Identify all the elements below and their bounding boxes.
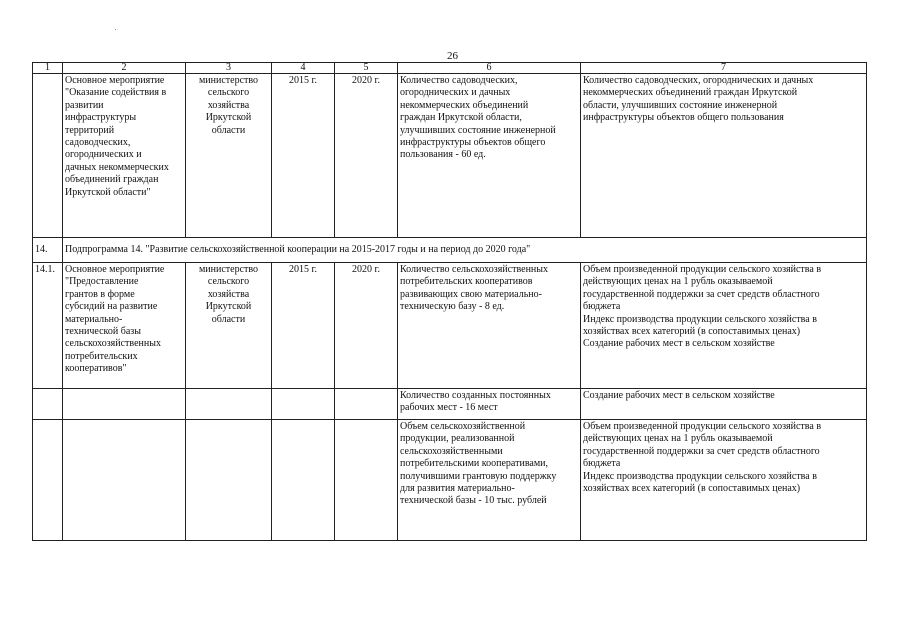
executor-cell: министерство сельского хозяйства Иркутской области (186, 263, 272, 389)
start-year-cell (272, 389, 335, 420)
executor-cell (186, 420, 272, 541)
row-number-cell (33, 74, 63, 238)
program-table (32, 62, 867, 541)
subprogram-title: Подпрограмма 14. "Развитие сельскохозяйственной кооперации на 2015-2017 годы и на период до 2020 года" (63, 238, 867, 263)
table-row (33, 420, 867, 541)
event-cell (63, 420, 186, 541)
row-number-cell (33, 389, 63, 420)
end-year-cell: 2020 г. (335, 263, 398, 389)
result-cell: Количество созданных постоянных рабочих мест - 16 мест (398, 389, 581, 420)
column-number: 6 (398, 63, 581, 74)
executor-cell: министерство сельского хозяйства Иркутской области (186, 74, 272, 238)
subprogram-number: 14. (33, 238, 63, 263)
result-cell: Количество садоводческих, огороднических и дачных некоммерческих объединений граждан Иркутской области, улучшивших состояние инженерной инфраструктуры объектов общего пользования - 60 ед. (398, 74, 581, 238)
subprogram-row (33, 238, 867, 263)
indicator-cell: Объем произведенной продукции сельского хозяйства в действующих ценах на 1 рубль оказываемой государственной поддержки за счет средств областного бюджета Индекс производства продукции сельского хозяйства в хозяйствах всех категорий (в сопоставимых ценах) (581, 420, 867, 541)
executor-cell (186, 389, 272, 420)
result-cell: Количество сельскохозяйственных потребительских кооперативов развивающих свою материально- техническую базу - 8 ед. (398, 263, 581, 389)
column-number-row (33, 63, 867, 74)
end-year-cell: 2020 г. (335, 74, 398, 238)
row-number-cell: 14.1. (33, 263, 63, 389)
column-number: 4 (272, 63, 335, 74)
end-year-cell (335, 389, 398, 420)
table-row (33, 389, 867, 420)
start-year-cell: 2015 г. (272, 74, 335, 238)
column-number: 1 (33, 63, 63, 74)
column-number: 7 (581, 63, 867, 74)
event-cell: Основное мероприятие "Оказание содействия в развитии инфраструктуры территорий садоводческих, огороднических и дачных некоммерческих объединений граждан Иркутской области" (63, 74, 186, 238)
table-row (33, 74, 867, 238)
start-year-cell: 2015 г. (272, 263, 335, 389)
scan-speck (115, 29, 116, 30)
result-cell: Объем сельскохозяйственной продукции, реализованной сельскохозяйственными потребительскими кооперативами, получившими грантовую поддержку для развития материально- технической базы - 10 тыс. рублей (398, 420, 581, 541)
indicator-cell: Объем произведенной продукции сельского хозяйства в действующих ценах на 1 рубль оказываемой государственной поддержки за счет средств областного бюджета Индекс производства продукции сельского хозяйства в хозяйствах всех категорий (в сопоставимых ценах) Создание рабочих мест в сельском хозяйстве (581, 263, 867, 389)
event-cell: Основное мероприятие "Предоставление грантов в форме субсидий на развитие материально- технической базы сельскохозяйственных потребительских кооперативов" (63, 263, 186, 389)
column-number: 5 (335, 63, 398, 74)
indicator-cell: Количество садоводческих, огороднических и дачных некоммерческих объединений граждан Иркутской области, улучшивших состояние инженерной инфраструктуры объектов общего пользования (581, 74, 867, 238)
end-year-cell (335, 420, 398, 541)
event-cell (63, 389, 186, 420)
table-row (33, 263, 867, 389)
start-year-cell (272, 420, 335, 541)
row-number-cell (33, 420, 63, 541)
column-number: 3 (186, 63, 272, 74)
page-number: 26 (447, 50, 458, 62)
indicator-cell: Создание рабочих мест в сельском хозяйстве (581, 389, 867, 420)
column-number: 2 (63, 63, 186, 74)
